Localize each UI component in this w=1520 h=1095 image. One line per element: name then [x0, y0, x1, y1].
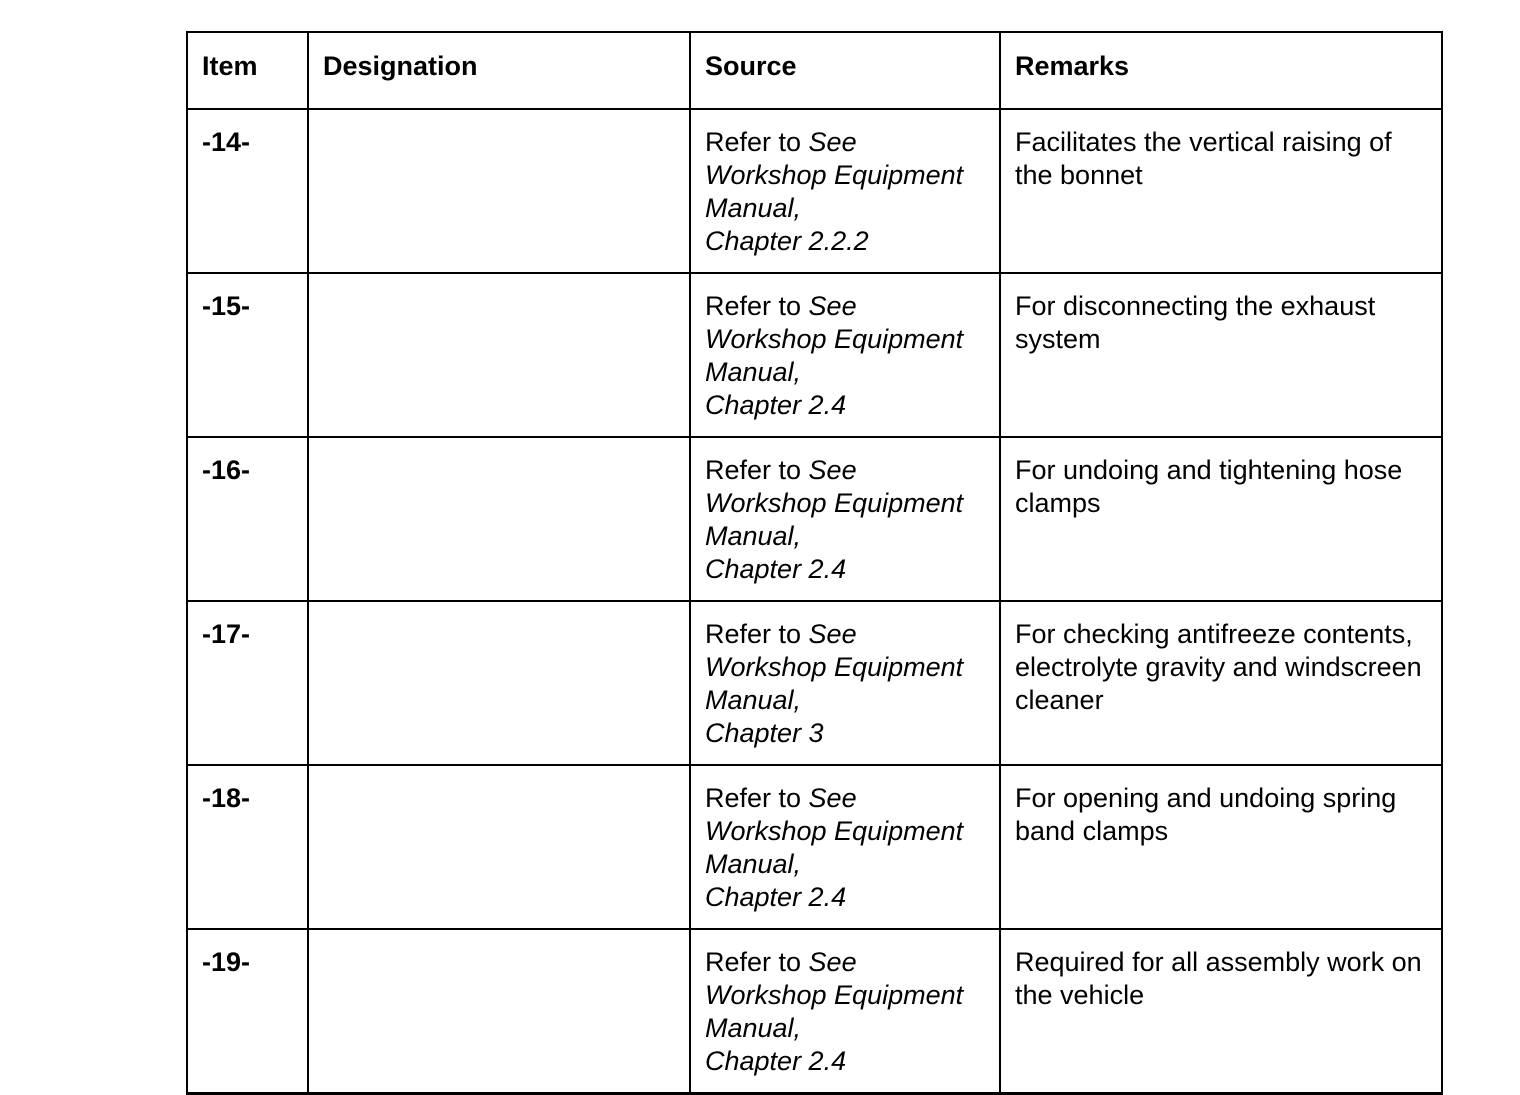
source-chapter: Chapter 2.4: [705, 882, 847, 912]
designation-cell: [308, 929, 690, 1094]
source-reference: See Workshop Equipment Manual,: [705, 947, 964, 1043]
source-reference: See Workshop Equipment Manual,: [705, 455, 964, 551]
source-reference: See Workshop Equipment Manual,: [705, 291, 964, 387]
source-chapter: Chapter 2.2.2: [705, 226, 869, 256]
table-header-row: [187, 32, 1442, 109]
item-cell: -19-: [187, 929, 308, 1094]
remarks-cell: Facilitates the vertical raising of the bonnet: [1000, 109, 1442, 273]
source-chapter: Chapter 3: [705, 718, 824, 748]
source-lead: Refer to: [705, 127, 809, 157]
source-cell: [690, 437, 1000, 601]
item-cell: -17-: [187, 601, 308, 765]
source-cell: [690, 109, 1000, 273]
designation-cell: [308, 601, 690, 765]
designation-cell: [308, 437, 690, 601]
source-reference: See Workshop Equipment Manual,: [705, 619, 964, 715]
source-lead: Refer to: [705, 947, 809, 977]
workshop-equipment-table: [186, 31, 1443, 1095]
source-lead: Refer to: [705, 619, 809, 649]
header-designation: Designation: [308, 32, 690, 109]
table-row: [187, 601, 1442, 765]
source-reference: See Workshop Equipment Manual,: [705, 127, 964, 223]
item-cell: -15-: [187, 273, 308, 437]
source-lead: Refer to: [705, 291, 809, 321]
source-chapter: Chapter 2.4: [705, 554, 847, 584]
remarks-cell: Required for all assembly work on the vehicle: [1000, 929, 1442, 1094]
table-row: [187, 109, 1442, 273]
remarks-cell: For opening and undoing spring band clamps: [1000, 765, 1442, 929]
source-cell: [690, 601, 1000, 765]
item-cell: -16-: [187, 437, 308, 601]
source-cell: [690, 765, 1000, 929]
designation-cell: [308, 109, 690, 273]
item-cell: -14-: [187, 109, 308, 273]
header-item: Item: [187, 32, 308, 109]
designation-cell: [308, 765, 690, 929]
source-lead: Refer to: [705, 455, 809, 485]
source-lead: Refer to: [705, 783, 809, 813]
source-cell: [690, 929, 1000, 1094]
source-reference: See Workshop Equipment Manual,: [705, 783, 964, 879]
header-source: Source: [690, 32, 1000, 109]
remarks-cell: For checking antifreeze contents, electrolyte gravity and windscreen cleaner: [1000, 601, 1442, 765]
source-chapter: Chapter 2.4: [705, 390, 847, 420]
table-row: [187, 929, 1442, 1094]
table-row: [187, 273, 1442, 437]
source-cell: [690, 273, 1000, 437]
designation-cell: [308, 273, 690, 437]
source-chapter: Chapter 2.4: [705, 1046, 847, 1076]
remarks-cell: For disconnecting the exhaust system: [1000, 273, 1442, 437]
remarks-cell: For undoing and tightening hose clamps: [1000, 437, 1442, 601]
table-row: [187, 765, 1442, 929]
item-cell: -18-: [187, 765, 308, 929]
header-remarks: Remarks: [1000, 32, 1442, 109]
table-row: [187, 437, 1442, 601]
